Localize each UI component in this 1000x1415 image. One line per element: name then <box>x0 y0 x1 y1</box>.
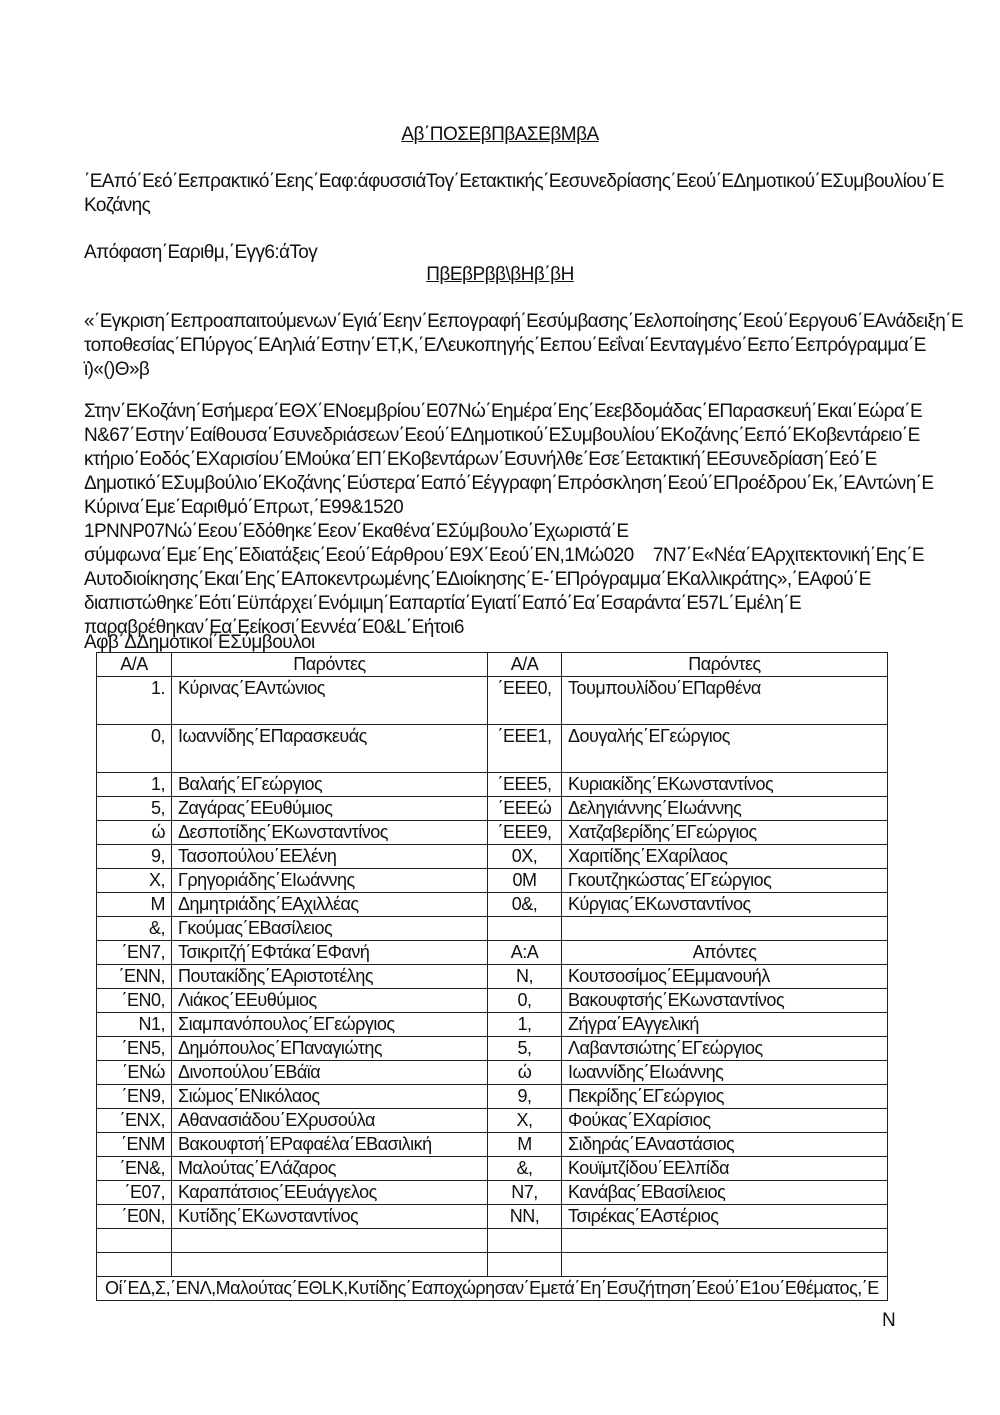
member-name-right: Κουτσοσίμος΄ΕΕμμανουήλ <box>562 965 888 989</box>
member-name-left: Μαλούτας΄ΕΛάζαρος <box>172 1157 488 1181</box>
row-number-left <box>97 1253 172 1277</box>
member-name-right: Πεκρίδης΄ΕΓεώργιος <box>562 1085 888 1109</box>
member-name-right: Λαβαντσιώτης΄ΕΓεώργιος <box>562 1037 888 1061</box>
table-row <box>97 917 888 941</box>
table-row <box>97 1085 888 1109</box>
member-name-left: Λιάκος΄ΕΕυθύμιος <box>172 989 488 1013</box>
table-row <box>97 1037 888 1061</box>
row-number-right: 5, <box>488 1037 562 1061</box>
table-row <box>97 941 888 965</box>
table-row <box>97 845 888 869</box>
row-number-left: ώ <box>97 821 172 845</box>
document-title: Αβ΄ΠΟΣΕβΠβΑΣΕβΜβΑ <box>401 124 599 145</box>
member-name-right: Κουϊμτζίδου΄ΕΕλπίδα <box>562 1157 888 1181</box>
row-number-left: 0, <box>97 725 172 773</box>
member-name-right <box>562 1229 888 1253</box>
table-footer-row <box>97 1277 888 1301</box>
intro-paragraph: ΄ΕΑπό΄Εεό΄Εεπρακτικό΄Εεης΄Εαφ:άφυσσιάΤογ΄Εετακτικής΄Εεσυνεδρίασης΄Εεού΄ΕΔημοτικού΄ΕΣυμβουλίου΄Ε Κοζάνης <box>84 171 944 216</box>
member-name-right: Τσιρέκας΄ΕΑστέριος <box>562 1205 888 1229</box>
table-row <box>97 1229 888 1253</box>
row-number-left: 1, <box>97 773 172 797</box>
row-number-left: ΄ΕΝ&, <box>97 1157 172 1181</box>
row-number-left: ΄ΕΝώ <box>97 1061 172 1085</box>
member-name-left: Σιαμπανόπουλος΄ΕΓεώργιος <box>172 1013 488 1037</box>
member-name-right: Δεληγιάννης΄ΕΙωάννης <box>562 797 888 821</box>
member-name-left: Κύρινας΄ΕΑντώνιος <box>172 677 488 725</box>
row-number-right: Α:Α <box>488 941 562 965</box>
row-number-right: ΝΝ, <box>488 1205 562 1229</box>
row-number-right: 9, <box>488 1085 562 1109</box>
row-number-right: ΄ΕΕΕ1, <box>488 725 562 773</box>
page-number: Ν <box>882 1310 896 1331</box>
row-number-right: &, <box>488 1157 562 1181</box>
table-row <box>97 1181 888 1205</box>
member-name-left: Δινοπούλου΄ΕΒάϊα <box>172 1061 488 1085</box>
withdrawal-note: Οί΄ΕΔ,Σ,΄ΕΝΛ,Μαλούτας΄ΕΘLΚ,Κυτίδης΄Εαποχώρησαν΄Εμετά΄Εη΄Εσυζήτηση΄Εεού΄Ε1ου΄Εθέματος,΄Ε <box>97 1277 888 1301</box>
decision-number: Απόφαση΄Εαριθμ,΄Εγγ6:άΤογ <box>84 242 318 263</box>
row-number-right: ΄ΕΕΕ0, <box>488 677 562 725</box>
row-number-left: Χ, <box>97 869 172 893</box>
header-present-left: Παρόντες <box>172 653 488 677</box>
row-number-right: ΄ΕΕΕ9, <box>488 821 562 845</box>
member-name-left: Δημόπουλος΄ΕΠαναγιώτης <box>172 1037 488 1061</box>
subject-text: «΄Εγκριση΄Εεπροαπαιτούμενων΄Εγιά΄Εεην΄Εεπογραφή΄Εεσύμβασης΄Εελοποίησης΄Εεού΄Εεργου6΄ΕΑνάδειξη΄Ε τοποθεσίας΄ΕΠύργος΄ΕΑηλιά΄Εστην΄ΕΤ,Κ,΄ΕΛευκοπηγής΄Εεπου΄Εεΐναι΄Εενταγμένο΄Εεπο΄Εεπρόγραμμα΄Ε ϊ)«()Θ»β <box>84 311 964 380</box>
row-number-left: Μ <box>97 893 172 917</box>
table-row <box>97 869 888 893</box>
row-number-right: ώ <box>488 1061 562 1085</box>
table-header-row <box>97 653 888 677</box>
table-row <box>97 1157 888 1181</box>
body-paragraph: Στην΄ΕΚοζάνη΄Εσήμερα΄ΕΘΧ΄ΕΝοεμβρίου΄Ε07Νώ΄Εημέρα΄Εης΄Εεεβδομάδας΄ΕΠαρασκευή΄Εκαι΄Εώρα΄Ε Ν&67΄Εστην΄Εαίθουσα΄Εσυνεδριάσεων΄Εεού΄ΕΔημοτικού΄ΕΣυμβουλίου΄ΕΚοζάνης΄Εεπό΄ΕΚοβεντάρειο΄Ε κτήριο΄Εοδός΄ΕΧαρισίου΄ΕΜούκα΄ΕΠ΄ΕΚοβεντάρων΄Εσυνήλθε΄Εσε΄Εετακτική΄ΕΕσυνεδρίαση΄Εεό΄Ε Δημοτικό΄ΕΣυμβούλιο΄ΕΚοζάνης΄Εύστερα΄Εαπό΄Εέγγραφη΄Επρόσκληση΄Εεού΄ΕΠροέδρου΄Εκ,΄ΕΑντώνη΄Ε Κύρινα΄Εμε΄Εαριθμό΄Επρωτ,΄Ε99&1520 1ΡΝΝΡ07Νώ΄Εεου΄Εδόθηκε΄Εεον΄Εκαθένα΄ΕΣύμβουλο΄Εχωριστά΄Ε σύμφωνα΄Εμε΄Εης΄Εδιατάξεις΄Εεού΄Εάρθρου΄Ε9Χ΄Εεού΄ΕΝ,1Μώ020 7Ν7΄Ε«Νέα΄ΕΑρχιτεκτονική΄Εης΄Ε Αυτοδιοίκησης΄Εκαι΄Εης΄ΕΑποκεντρωμένης΄ΕΔιοίκησης΄Ε-΄ΕΠρόγραμμα΄ΕΚαλλικράτης»,΄ΕΑφού΄Ε διαπιστώθηκε΄Εότι΄Εϋπάρχει΄Ενόμιμη΄Εαπαρτία΄Εγιατί΄Εαπό΄Εα΄Εσαράντα΄Ε57L΄Εμέλη΄Ε παραβρέθηκαν΄Εα΄Εείκοσι΄Εεννέα΄Ε0&L΄Εήτοι6 <box>84 401 934 638</box>
member-name-left: Πουτακίδης΄ΕΑριστοτέλης <box>172 965 488 989</box>
member-name-right: Ιωαννίδης΄ΕΙωάννης <box>562 1061 888 1085</box>
row-number-right <box>488 1253 562 1277</box>
member-name-left: Τασοπούλου΄ΕΕλένη <box>172 845 488 869</box>
member-name-right <box>562 917 888 941</box>
member-name-right: Φούκας΄ΕΧαρίσιος <box>562 1109 888 1133</box>
row-number-right: 0Μ <box>488 869 562 893</box>
member-name-right: Δουγαλής΄ΕΓεώργιος <box>562 725 888 773</box>
row-number-left: ΄ΕΝΧ, <box>97 1109 172 1133</box>
table-row <box>97 1013 888 1037</box>
row-number-right: Χ, <box>488 1109 562 1133</box>
member-name-right: Χαριτίδης΄ΕΧαρίλαος <box>562 845 888 869</box>
member-name-right: Ζήγρα΄ΕΑγγελική <box>562 1013 888 1037</box>
member-name-right: Κυριακίδης΄ΕΚωνσταντίνος <box>562 773 888 797</box>
row-number-left: ΄ΕΝΜ <box>97 1133 172 1157</box>
member-name-left: Ζαγάρας΄ΕΕυθύμιος <box>172 797 488 821</box>
member-name-left: Δεσποτίδης΄ΕΚωνσταντίνος <box>172 821 488 845</box>
members-label: Αφβ΄ΔΔημοτικοί΄ΕΣύμβουλοι <box>84 632 315 653</box>
row-number-right: 0Χ, <box>488 845 562 869</box>
table-row <box>97 1253 888 1277</box>
member-name-left: Βακουφτσή΄ΕΡαφαέλα΄ΕΒασιλική <box>172 1133 488 1157</box>
table-row <box>97 797 888 821</box>
row-number-left: ΄Ε07, <box>97 1181 172 1205</box>
table-row <box>97 773 888 797</box>
header-num-left: Α/Α <box>97 653 172 677</box>
attendance-table <box>96 652 888 1301</box>
table-row <box>97 1109 888 1133</box>
member-name-left: Γκούμας΄ΕΒασίλειος <box>172 917 488 941</box>
table-row <box>97 1061 888 1085</box>
row-number-left <box>97 1229 172 1253</box>
table-row <box>97 989 888 1013</box>
member-name-right: Γκουτζηκώστας΄ΕΓεώργιος <box>562 869 888 893</box>
row-number-right: 1, <box>488 1013 562 1037</box>
header-present-right: Παρόντες <box>562 653 888 677</box>
row-number-right: 0&, <box>488 893 562 917</box>
table-row <box>97 893 888 917</box>
row-number-right: Μ <box>488 1133 562 1157</box>
row-number-left: ΄ΕΝΝ, <box>97 965 172 989</box>
member-name-left: Γρηγοριάδης΄ΕΙωάννης <box>172 869 488 893</box>
row-number-right: 0, <box>488 989 562 1013</box>
row-number-left: 9, <box>97 845 172 869</box>
member-name-right <box>562 1253 888 1277</box>
member-name-right: Χατζαβερίδης΄ΕΓεώργιος <box>562 821 888 845</box>
table-row <box>97 1205 888 1229</box>
table-row <box>97 965 888 989</box>
member-name-right: Βακουφτσής΄ΕΚωνσταντίνος <box>562 989 888 1013</box>
row-number-left: ΄ΕΝ0, <box>97 989 172 1013</box>
table-row <box>97 677 888 725</box>
subject-heading: ΠβΕβΡββ\βΗβ΄βΗ <box>426 264 574 285</box>
row-number-left: &, <box>97 917 172 941</box>
row-number-right: Ν, <box>488 965 562 989</box>
member-name-left: Βαλαής΄ΕΓεώργιος <box>172 773 488 797</box>
member-name-left: Ιωαννίδης΄ΕΠαρασκευάς <box>172 725 488 773</box>
row-number-left: ΄ΕΝ9, <box>97 1085 172 1109</box>
member-name-left: Τσικριτζή΄ΕΦτάκα΄ΕΦανή <box>172 941 488 965</box>
table-row <box>97 1133 888 1157</box>
header-absent-right: Απόντες <box>562 941 888 965</box>
row-number-right: Ν7, <box>488 1181 562 1205</box>
member-name-left: Δημητριάδης΄ΕΑχιλλέας <box>172 893 488 917</box>
table-row <box>97 725 888 773</box>
row-number-left: Ν1, <box>97 1013 172 1037</box>
member-name-left <box>172 1229 488 1253</box>
member-name-left: Σιώμος΄ΕΝικόλαος <box>172 1085 488 1109</box>
row-number-left: ΄ΕΝ7, <box>97 941 172 965</box>
row-number-right <box>488 1229 562 1253</box>
member-name-left: Καραπάτσιος΄ΕΕυάγγελος <box>172 1181 488 1205</box>
row-number-right <box>488 917 562 941</box>
header-num-right: Α/Α <box>488 653 562 677</box>
row-number-left: ΄ΕΝ5, <box>97 1037 172 1061</box>
member-name-right: Σιδηράς΄ΕΑναστάσιος <box>562 1133 888 1157</box>
row-number-left: ΄Ε0Ν, <box>97 1205 172 1229</box>
row-number-right: ΄ΕΕΕ5, <box>488 773 562 797</box>
member-name-right: Τουμπουλίδου΄ΕΠαρθένα <box>562 677 888 725</box>
member-name-left: Κυτίδης΄ΕΚωνσταντίνος <box>172 1205 488 1229</box>
row-number-left: 5, <box>97 797 172 821</box>
member-name-left <box>172 1253 488 1277</box>
row-number-left: 1. <box>97 677 172 725</box>
row-number-right: ΄ΕΕΕώ <box>488 797 562 821</box>
member-name-left: Αθανασιάδου΄ΕΧρυσούλα <box>172 1109 488 1133</box>
table-row <box>97 821 888 845</box>
member-name-right: Κύργιας΄ΕΚωνσταντίνος <box>562 893 888 917</box>
member-name-right: Κανάβας΄ΕΒασίλειος <box>562 1181 888 1205</box>
